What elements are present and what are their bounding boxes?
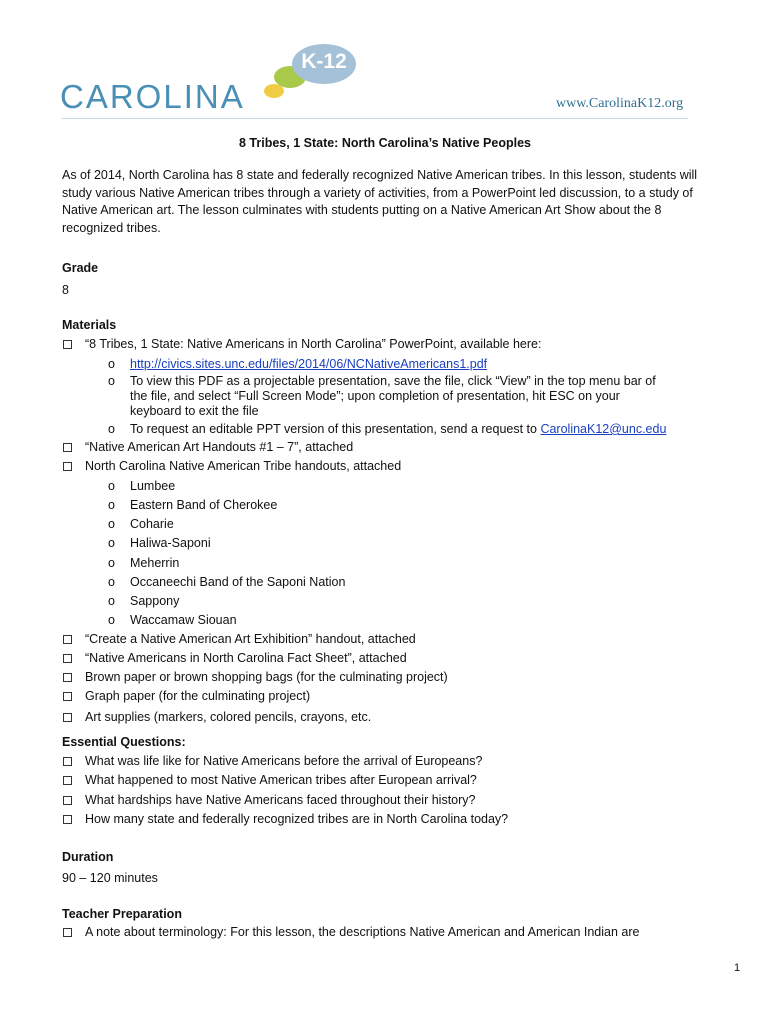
materials-sub-request xyxy=(130,420,666,438)
circle-bullet-icon: o xyxy=(108,374,115,388)
email-link[interactable]: CarolinaK12@unc.edu xyxy=(540,422,667,436)
question-item: How many state and federally recognized tribes are in North Carolina today? xyxy=(85,812,509,826)
circle-bullet-icon: o xyxy=(108,594,115,608)
circle-bullet-icon: o xyxy=(108,575,115,589)
circle-bullet-icon: o xyxy=(108,613,115,627)
materials-item-brown-paper: Brown paper or brown shopping bags (for the culminating project) xyxy=(85,670,448,684)
duration-value: 90 – 120 minutes xyxy=(62,871,158,885)
header-divider xyxy=(62,118,688,119)
materials-item-art-handouts: “Native American Art Handouts #1 – 7”, attached xyxy=(85,440,354,454)
request-text: To request an editable PPT version of this presentation, send a request to xyxy=(130,422,537,436)
materials-item-graph-paper: Graph paper (for the culminating project) xyxy=(85,689,311,703)
checkbox-bullet-icon xyxy=(63,796,72,805)
k12-bubble-icon xyxy=(292,44,356,84)
question-item: What was life like for Native Americans before the arrival of Europeans? xyxy=(85,754,483,768)
checkbox-bullet-icon xyxy=(63,462,72,471)
teacher-prep-item: A note about terminology: For this lesson, the descriptions Native American and American Indian are xyxy=(85,925,640,939)
checkbox-bullet-icon xyxy=(63,776,72,785)
circle-bullet-icon: o xyxy=(108,536,115,550)
tribe-list-item: Meherrin xyxy=(130,556,180,570)
question-item: What hardships have Native Americans faced throughout their history? xyxy=(85,793,476,807)
tribe-list-item: Lumbee xyxy=(130,479,176,493)
materials-item-exhibition: “Create a Native American Art Exhibition” handout, attached xyxy=(85,632,416,646)
checkbox-bullet-icon xyxy=(63,654,72,663)
circle-bullet-icon: o xyxy=(108,479,115,493)
materials-item-powerpoint: “8 Tribes, 1 State: Native Americans in North Carolina” PowerPoint, available here: xyxy=(85,337,542,351)
question-item: What happened to most Native American tribes after European arrival? xyxy=(85,773,477,787)
document-title: 8 Tribes, 1 State: North Carolina’s Native Peoples xyxy=(239,136,531,150)
circle-bullet-icon: o xyxy=(108,422,115,436)
tribe-list-item: Occaneechi Band of the Saponi Nation xyxy=(130,575,346,589)
tribe-list-item: Haliwa-Saponi xyxy=(130,536,211,550)
page-number: 1 xyxy=(734,962,741,974)
materials-sub-view-instructions-2: the file, and select “Full Screen Mode”; upon completion of presentation, hit ESC on your xyxy=(130,389,620,403)
teacher-prep-heading: Teacher Preparation xyxy=(62,907,182,921)
powerpoint-pdf-link[interactable]: http://civics.sites.unc.edu/files/2014/06/NCNativeAmericans1.pdf xyxy=(130,357,488,371)
tribe-list-item: Coharie xyxy=(130,517,174,531)
checkbox-bullet-icon xyxy=(63,757,72,766)
materials-sub-view-instructions-3: keyboard to exit the file xyxy=(130,404,259,418)
materials-sub-view-instructions-1: To view this PDF as a projectable presentation, save the file, click “View” in the top menu bar of xyxy=(130,374,656,388)
checkbox-bullet-icon xyxy=(63,713,72,722)
materials-heading: Materials xyxy=(62,318,117,332)
grade-value: 8 xyxy=(62,283,69,297)
tribe-list-item: Waccamaw Siouan xyxy=(130,613,237,627)
circle-bullet-icon: o xyxy=(108,517,115,531)
checkbox-bullet-icon xyxy=(63,340,72,349)
essential-questions-heading: Essential Questions: xyxy=(62,735,186,749)
checkbox-bullet-icon xyxy=(63,443,72,452)
tribe-list-item: Sappony xyxy=(130,594,180,608)
materials-item-tribe-handouts: North Carolina Native American Tribe handouts, attached xyxy=(85,459,402,473)
materials-item-fact-sheet: “Native Americans in North Carolina Fact Sheet”, attached xyxy=(85,651,407,665)
checkbox-bullet-icon xyxy=(63,815,72,824)
intro-paragraph: As of 2014, North Carolina has 8 state and federally recognized Native American tribes. In this lesson, students will study various Native American tribes through a variety of activities, from a PowerPoint led discussion, to a study of Native American art. The lesson culminates with students putting on a Native American Art Show about the 8 recognized tribes. xyxy=(62,168,698,235)
grade-heading: Grade xyxy=(62,261,99,275)
logo-badge: K-12 xyxy=(301,50,347,73)
checkbox-bullet-icon xyxy=(63,928,72,937)
logo-wordmark: CAROLINA xyxy=(60,78,245,115)
checkbox-bullet-icon xyxy=(63,635,72,644)
carolina-k12-logo xyxy=(60,44,370,124)
checkbox-bullet-icon xyxy=(63,692,72,701)
circle-bullet-icon: o xyxy=(108,556,115,570)
site-url: www.CarolinaK12.org xyxy=(556,96,684,111)
tribe-list-item: Eastern Band of Cherokee xyxy=(130,498,278,512)
circle-bullet-icon: o xyxy=(108,357,115,371)
duration-heading: Duration xyxy=(62,850,114,864)
checkbox-bullet-icon xyxy=(63,673,72,682)
circle-bullet-icon: o xyxy=(108,498,115,512)
materials-item-art-supplies: Art supplies (markers, colored pencils, crayons, etc. xyxy=(85,710,372,724)
